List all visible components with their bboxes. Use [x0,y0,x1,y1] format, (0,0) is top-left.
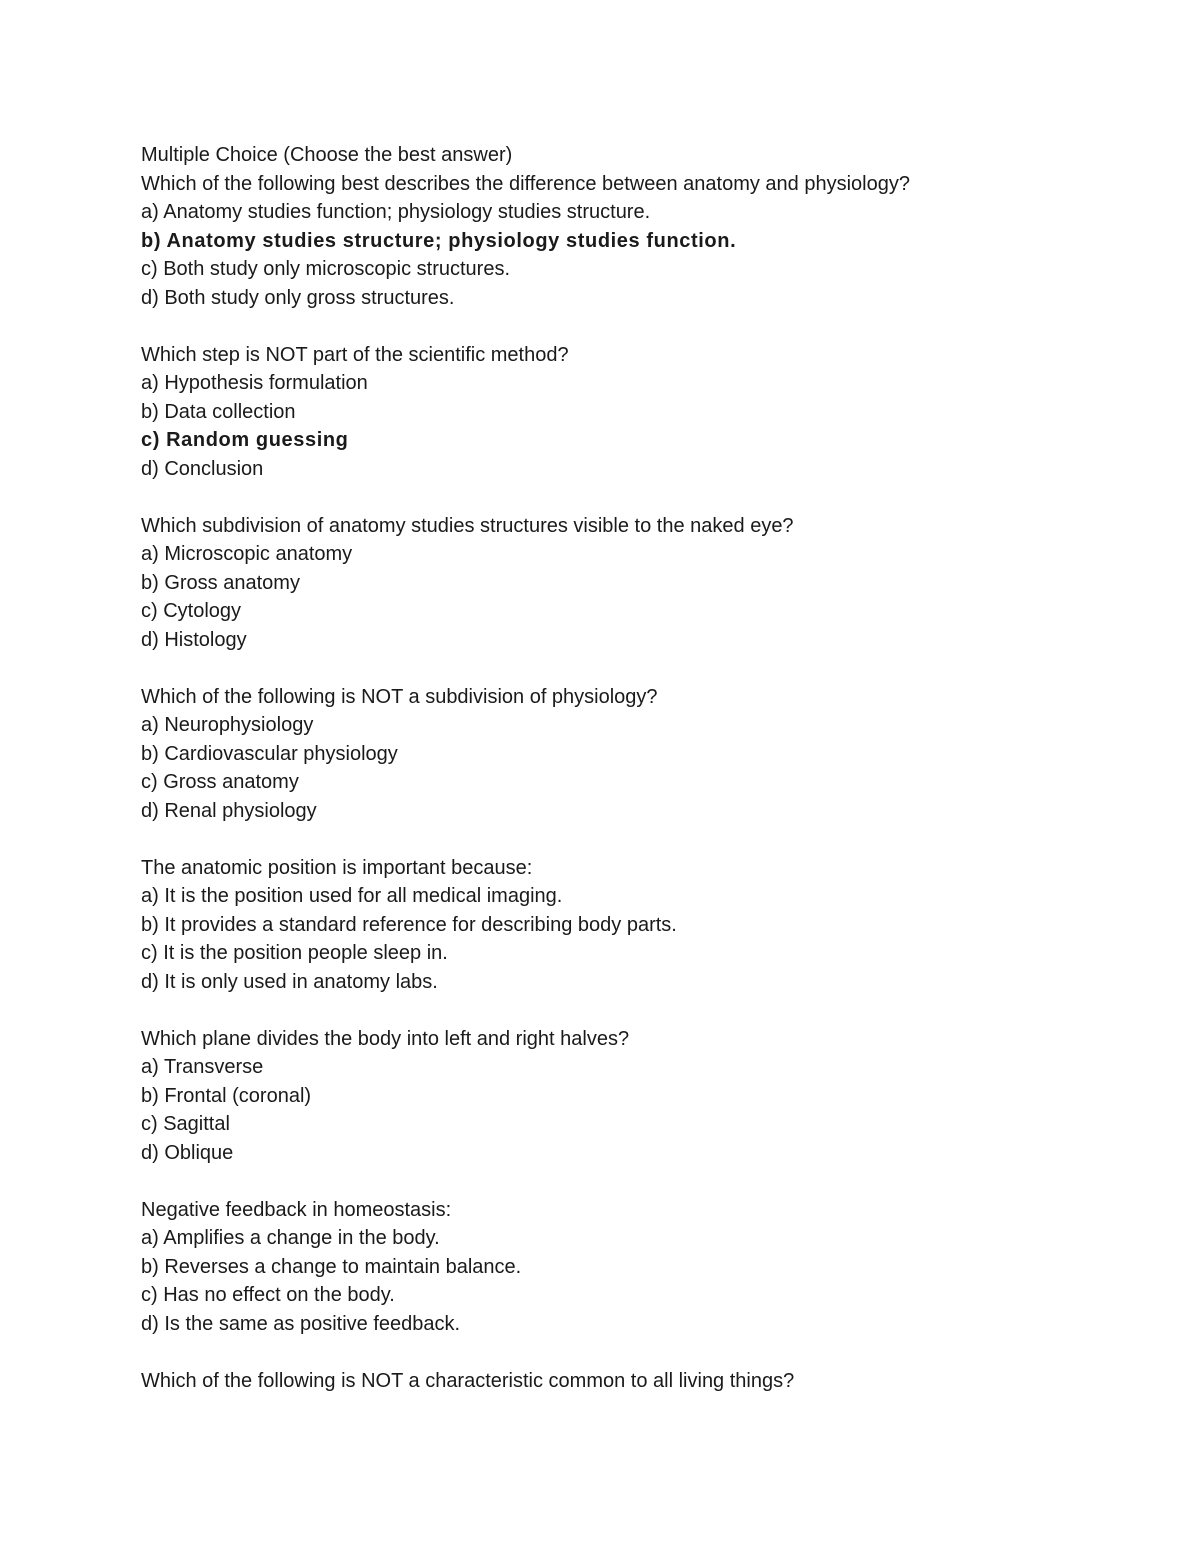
answer-option-highlighted: c) Random guessing [141,429,349,451]
answer-option: a) Anatomy studies function; physiology studies structure. [141,201,651,223]
question-text: Which of the following best describes the difference between anatomy and physiology? [141,172,910,195]
answer-option: b) Data collection [141,400,296,423]
question-text: Which of the following is NOT a subdivision of physiology? [141,685,658,708]
question-text: Which subdivision of anatomy studies structures visible to the naked eye? [141,514,794,537]
answer-option: d) Both study only gross structures. [141,286,455,309]
answer-option: a) Neurophysiology [141,714,314,736]
answer-option: a) Amplifies a change in the body. [141,1227,440,1249]
answer-option: a) Transverse [141,1056,264,1078]
answer-option: d) Is the same as positive feedback. [141,1312,461,1335]
question-block [141,1025,1101,1168]
answer-option: c) Both study only microscopic structures. [141,258,511,280]
question-block [141,683,1101,826]
answer-option: a) It is the position used for all medical imaging. [141,885,563,907]
section-header: Multiple Choice (Choose the best answer) [141,144,513,166]
answer-option: b) Reverses a change to maintain balance. [141,1255,522,1278]
question-block [141,341,1101,484]
question-block [141,1367,1101,1396]
question-block [141,512,1101,655]
answer-option: d) Oblique [141,1141,234,1164]
answer-option: a) Microscopic anatomy [141,543,353,565]
question-block [141,854,1101,997]
answer-option: c) Gross anatomy [141,771,299,793]
answer-option-highlighted: b) Anatomy studies structure; physiology studies function. [141,229,737,252]
answer-option: d) Conclusion [141,457,264,480]
answer-option: c) Cytology [141,600,242,622]
document-page [141,141,1101,1395]
question-text: The anatomic position is important because: [141,856,533,879]
question-text: Negative feedback in homeostasis: [141,1198,452,1221]
answer-option: c) Has no effect on the body. [141,1284,395,1306]
answer-option: a) Hypothesis formulation [141,372,368,394]
question-text: Which plane divides the body into left and right halves? [141,1027,630,1050]
question-block [141,170,1101,313]
answer-option: d) It is only used in anatomy labs. [141,970,438,993]
answer-option: b) Cardiovascular physiology [141,742,398,765]
question-list [141,170,1101,1396]
answer-option: b) Frontal (coronal) [141,1084,312,1107]
answer-option: d) Histology [141,628,247,651]
answer-option: c) Sagittal [141,1113,230,1135]
answer-option: d) Renal physiology [141,799,317,822]
question-text: Which of the following is NOT a characteristic common to all living things? [141,1369,795,1392]
answer-option: b) Gross anatomy [141,571,300,594]
answer-option: c) It is the position people sleep in. [141,942,448,964]
answer-option: b) It provides a standard reference for describing body parts. [141,913,677,936]
question-text: Which step is NOT part of the scientific method? [141,343,569,366]
question-block [141,1196,1101,1339]
